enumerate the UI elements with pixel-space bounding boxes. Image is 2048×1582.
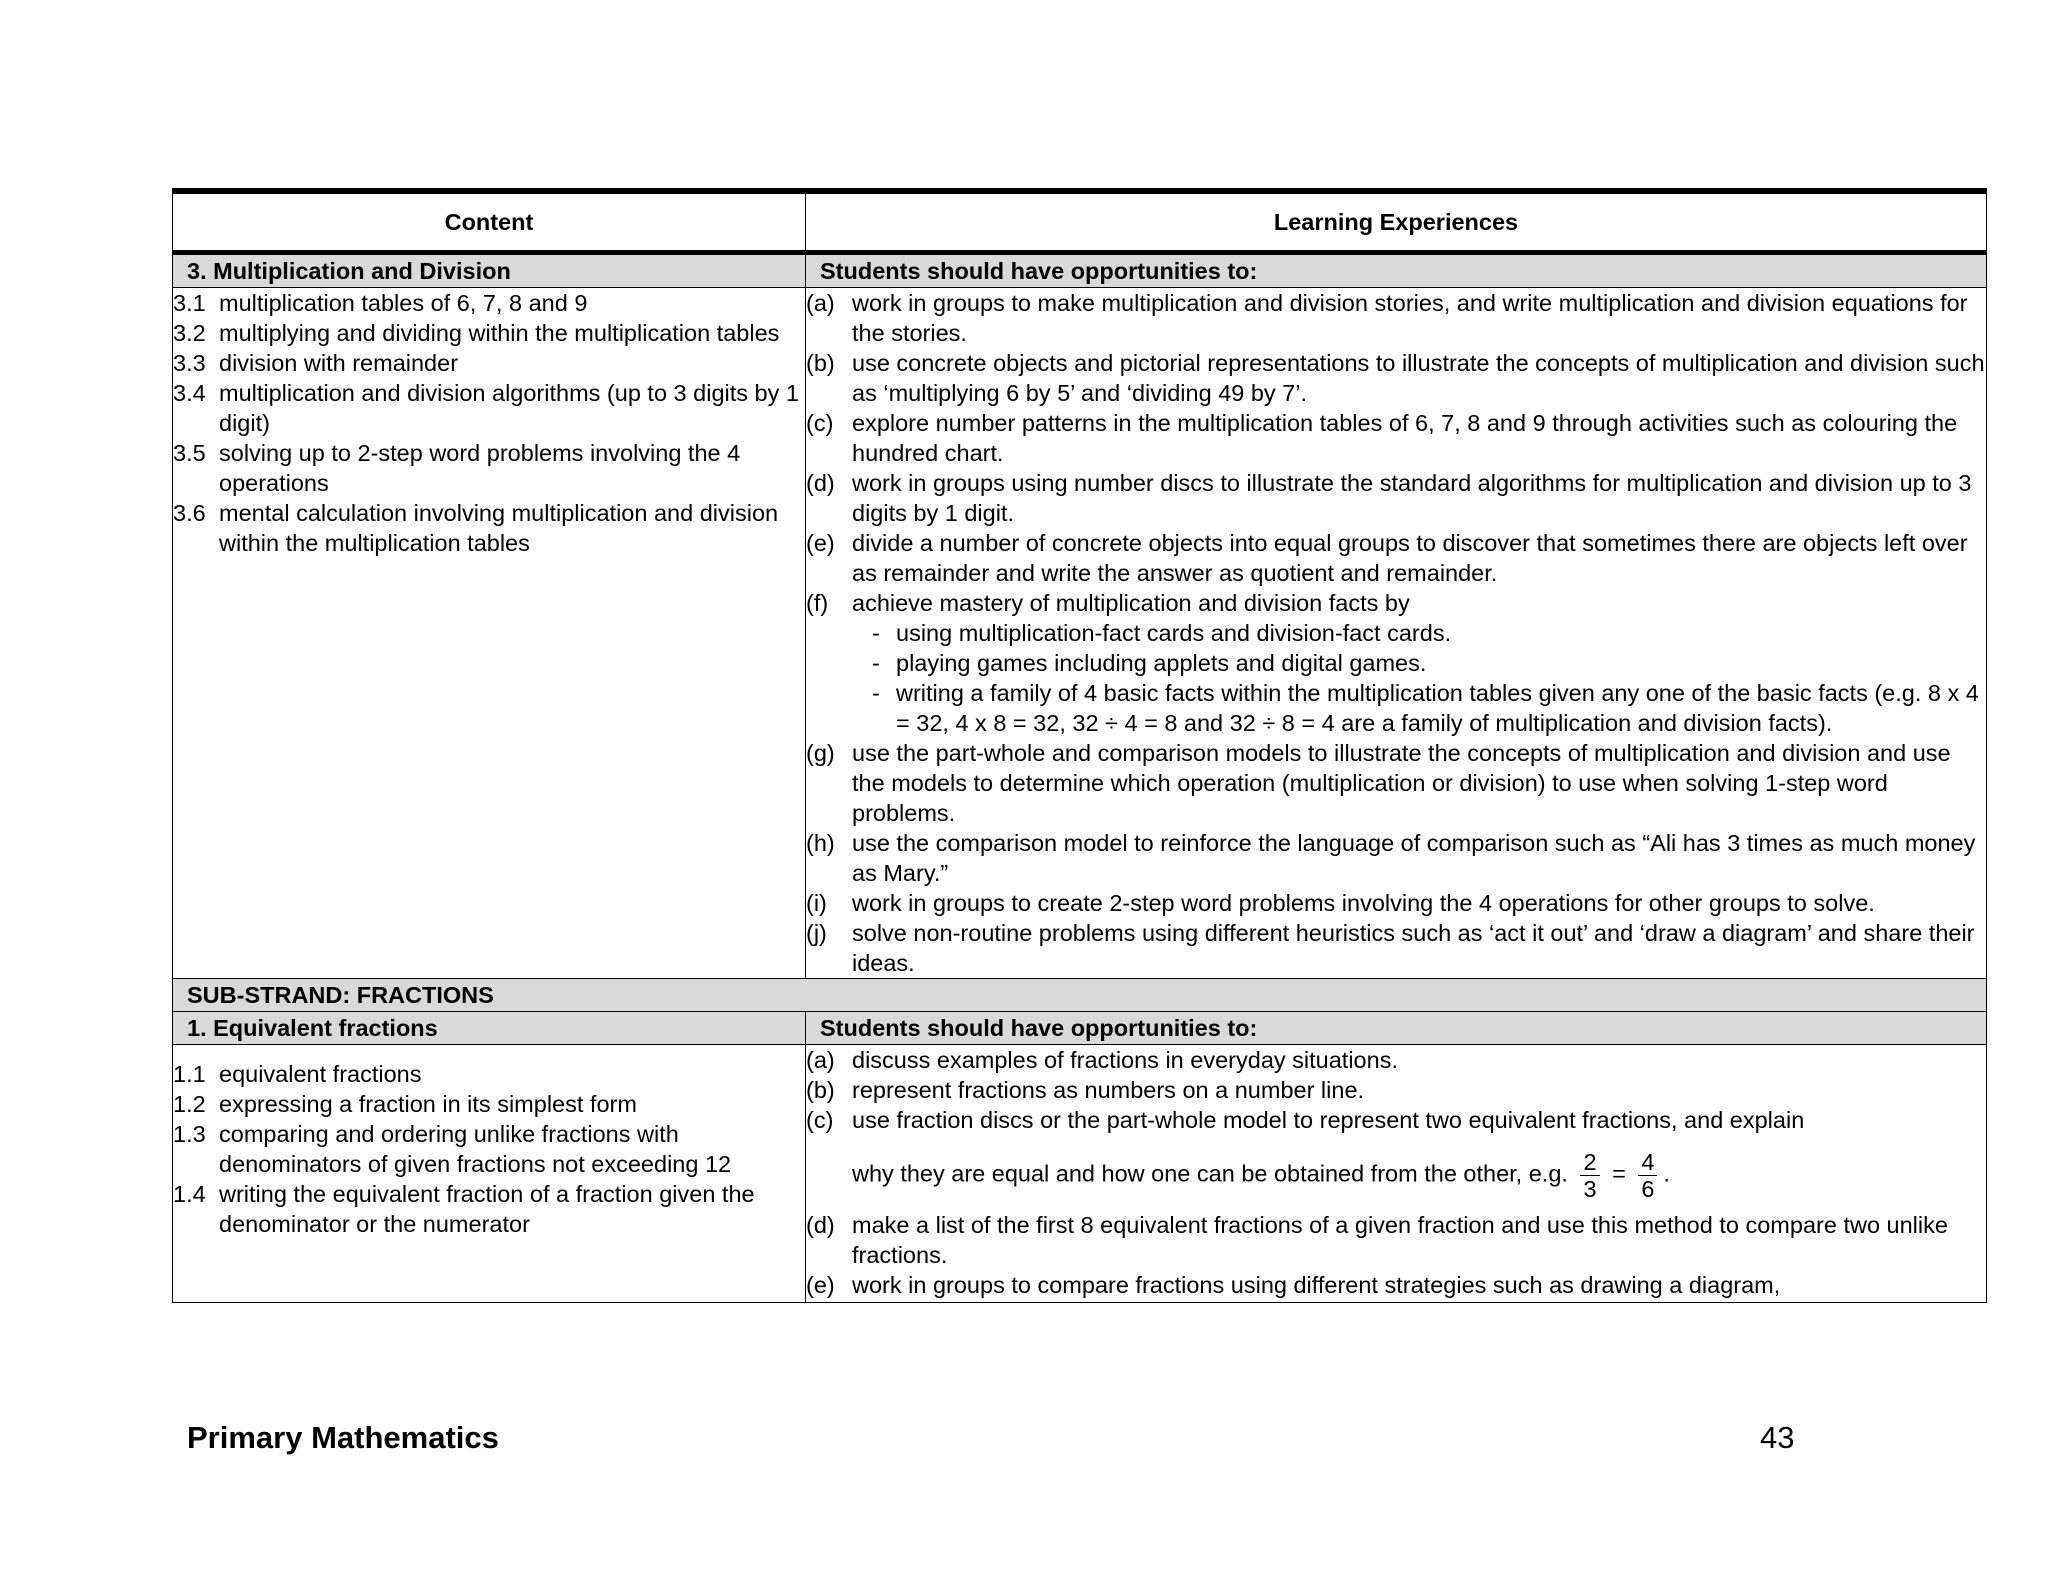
experience-item: (f) achieve mastery of multiplication and division facts by bbox=[806, 590, 1410, 616]
experience-item: (e) divide a number of concrete objects into equal groups to discover that sometimes there are objects left over as remainder and write the answer as quotient and remainder. bbox=[806, 530, 1968, 586]
table-header-row bbox=[173, 191, 1987, 253]
content-item: 1.3 comparing and ordering unlike fractions with denominators of given fractions not exceeding 12 bbox=[173, 1121, 732, 1177]
section-title: 1. Equivalent fractions bbox=[173, 1012, 806, 1045]
content-header: Content bbox=[173, 191, 806, 253]
experience-item: (e) work in groups to compare fractions using different strategies such as drawing a diagram, bbox=[806, 1272, 1781, 1298]
learning-experiences-list bbox=[806, 288, 1987, 979]
opportunities-heading: Students should have opportunities to: bbox=[806, 253, 1987, 288]
experience-item: (c) use fraction discs or the part-whole model to represent two equivalent fractions, and explain why they are equal and how one can be obtained from the other, e.g. $\frac{2}{3}$ = $\frac{4}{6}$ . bbox=[806, 1105, 1986, 1210]
substrand-title: SUB-STRAND: FRACTIONS bbox=[173, 979, 1987, 1012]
footer-title: Primary Mathematics bbox=[187, 1420, 499, 1455]
substrand-row bbox=[173, 979, 1987, 1012]
content-item: 1.4 writing the equivalent fraction of a fraction given the denominator or the numerator bbox=[173, 1181, 755, 1237]
learning-experiences-list bbox=[806, 1045, 1987, 1303]
experience-item: (h) use the comparison model to reinforce the language of comparison such as “Ali has 3 times as much money as Mary.” bbox=[806, 830, 1976, 886]
content-list bbox=[173, 1045, 806, 1303]
experience-item: (a) discuss examples of fractions in everyday situations. bbox=[806, 1047, 1398, 1073]
page-number: 43 bbox=[1760, 1420, 1795, 1455]
content-item: 3.5 solving up to 2-step word problems involving the 4 operations bbox=[173, 440, 741, 496]
opportunities-heading: Students should have opportunities to: bbox=[806, 1012, 1987, 1045]
experience-item: (i) work in groups to create 2-step word problems involving the 4 operations for other groups to solve. bbox=[806, 890, 1875, 916]
fraction-two-thirds: $\frac{2}{3}$ bbox=[1580, 1149, 1599, 1202]
content-item: 3.1 multiplication tables of 6, 7, 8 and 9 bbox=[173, 290, 588, 316]
experience-item: (d) work in groups using number discs to illustrate the standard algorithms for multiplication and division up to 3 digits by 1 digit. bbox=[806, 470, 1972, 526]
experience-subitem: - playing games including applets and digital games. bbox=[872, 650, 1427, 676]
section-heading-row bbox=[173, 253, 1987, 288]
learning-experiences-header: Learning Experiences bbox=[806, 191, 1987, 253]
experience-item: (j) solve non-routine problems using different heuristics such as ‘act it out’ and ‘draw a diagram’ and share their ideas. bbox=[806, 920, 1975, 976]
content-item: 1.1 equivalent fractions bbox=[173, 1061, 422, 1087]
curriculum-table bbox=[172, 188, 1987, 1303]
content-item: 3.6 mental calculation involving multiplication and division within the multiplication tables bbox=[173, 500, 779, 556]
content-item: 3.2 multiplying and dividing within the multiplication tables bbox=[173, 320, 780, 346]
content-item: 3.3 division with remainder bbox=[173, 350, 459, 376]
experience-item: (d) make a list of the first 8 equivalent fractions of a given fraction and use this method to compare two unlike fractions. bbox=[806, 1212, 1948, 1268]
content-list bbox=[173, 288, 806, 979]
experience-item: (c) explore number patterns in the multiplication tables of 6, 7, 8 and 9 through activities such as colouring the hundred chart. bbox=[806, 410, 1958, 466]
section-body-row bbox=[173, 288, 1987, 979]
experience-subitem: - using multiplication-fact cards and division-fact cards. bbox=[872, 620, 1452, 646]
experience-item: (g) use the part-whole and comparison models to illustrate the concepts of multiplication and division and use the models to determine which operation (multiplication or division) to use when solving 1-step word problems. bbox=[806, 740, 1951, 826]
experience-item: (b) represent fractions as numbers on a number line. bbox=[806, 1077, 1365, 1103]
experience-item: (b) use concrete objects and pictorial representations to illustrate the concepts of multiplication and division such as ‘multiplying 6 by 5’ and ‘dividing 49 by 7’. bbox=[806, 350, 1985, 406]
experience-item: (a) work in groups to make multiplication and division stories, and write multiplication and division equations for the stories. bbox=[806, 290, 1968, 346]
section-heading-row bbox=[173, 1012, 1987, 1045]
experience-subitem: - writing a family of 4 basic facts within the multiplication tables given any one of the basic facts (e.g. 8 x 4 = 32, 4 x 8 = 32, 32 ÷ 4 = 8 and 32 ÷ 8 = 4 are a family of multiplication and division facts). bbox=[872, 680, 1979, 736]
fraction-example: why they are equal and how one can be obtained from the other, e.g. $\frac{2}{3}$ = $\frac{4}{6}$ . bbox=[852, 1149, 1670, 1202]
section-title: 3. Multiplication and Division bbox=[173, 253, 806, 288]
content-item: 1.2 expressing a fraction in its simplest form bbox=[173, 1091, 637, 1117]
section-body-row bbox=[173, 1045, 1987, 1303]
fraction-four-sixths: $\frac{4}{6}$ bbox=[1638, 1149, 1657, 1202]
content-item: 3.4 multiplication and division algorithms (up to 3 digits by 1 digit) bbox=[173, 380, 799, 436]
